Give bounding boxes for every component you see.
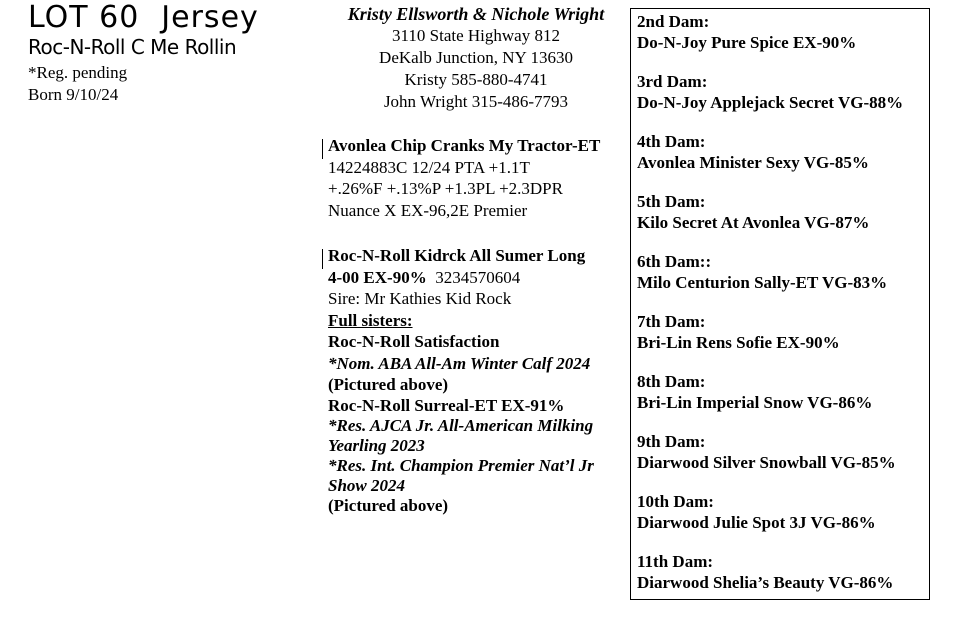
sire-marker-line	[322, 139, 323, 159]
dam-entry-name: Bri-Lin Rens Sofie EX-90%	[637, 333, 840, 352]
dam-entry-7	[637, 311, 840, 353]
lot-breed: Jersey	[161, 0, 259, 35]
sister-name: Roc-N-Roll Surreal-ET EX-91%	[328, 395, 565, 415]
sire-block	[328, 135, 600, 221]
animal-name: Roc-N-Roll C Me Rollin	[28, 35, 237, 59]
dam-entry-name: Bri-Lin Imperial Snow VG-86%	[637, 393, 873, 412]
dam-label: 11th Dam:	[637, 552, 714, 571]
dam-entry-2	[637, 11, 856, 53]
dam-classification: 4-00 EX-90%	[328, 267, 427, 287]
dam-entry-3	[637, 71, 903, 113]
dam-entry-name: Diarwood Silver Snowball VG-85%	[637, 453, 896, 472]
dam-block	[328, 245, 594, 516]
sister-note: Show 2024	[328, 476, 405, 495]
dam-label: 9th Dam:	[637, 432, 706, 451]
registration-status: *Reg. pending	[28, 63, 128, 82]
dam-entry-9	[637, 431, 896, 473]
dam-label: 10th Dam:	[637, 492, 714, 511]
sister-note: *Nom. ABA All-Am Winter Calf 2024	[328, 353, 591, 373]
sister-note: *Res. AJCA Jr. All-American Milking	[328, 416, 594, 435]
dam-entry-4	[637, 131, 869, 173]
birth-date: Born 9/10/24	[28, 85, 119, 104]
dam-entry-name: Avonlea Minister Sexy VG-85%	[637, 153, 869, 172]
dam-entry-name: Kilo Secret At Avonlea VG-87%	[637, 213, 870, 232]
dam-label: 3rd Dam:	[637, 72, 708, 91]
lot-number: LOT 60	[28, 0, 140, 35]
sister-name: Roc-N-Roll Satisfaction	[328, 332, 500, 351]
sire-pedigree: Nuance X EX-96,2E Premier	[328, 200, 528, 220]
dam-pedigree-box	[630, 8, 930, 600]
consignor-address-line1: 3110 State Highway 812	[392, 26, 560, 45]
full-sisters-heading: Full sisters:	[328, 310, 413, 330]
dam-label: 7th Dam:	[637, 312, 706, 331]
dam-entry-name: Do-N-Joy Applejack Secret VG-88%	[637, 93, 904, 112]
sister-pictured: (Pictured above)	[328, 375, 449, 394]
dam-entry-name: Diarwood Shelia’s Beauty VG-86%	[637, 573, 894, 592]
dam-entry-name: Milo Centurion Sally-ET VG-83%	[637, 273, 888, 292]
dam-entry-8	[637, 371, 872, 413]
dam-entry-10	[637, 491, 876, 533]
dam-entry-5	[637, 191, 869, 233]
dam-label: 4th Dam:	[637, 132, 706, 151]
sister-note: *Res. Int. Champion Premier Nat’l Jr	[328, 456, 594, 475]
consignor-names: Kristy Ellsworth & Nichole Wright	[347, 4, 605, 24]
dam-label: 8th Dam:	[637, 372, 706, 391]
consignor-phone-john: John Wright 315-486-7793	[383, 92, 569, 111]
sire-reg-pta: 14224883C 12/24 PTA +1.1T	[328, 157, 530, 177]
sister-pictured: (Pictured above)	[328, 496, 449, 515]
dam-label: 6th Dam::	[637, 252, 712, 271]
dam-reg-number: 3234570604	[435, 267, 521, 287]
sire-pta-components: +.26%F +.13%P +1.3PL +2.3DPR	[328, 179, 563, 198]
dam-label: 2nd Dam:	[637, 12, 710, 31]
dam-name: Roc-N-Roll Kidrck All Sumer Long	[328, 246, 586, 265]
lot-title	[28, 0, 259, 35]
consignor-info	[320, 3, 632, 113]
dam-label: 5th Dam:	[637, 192, 706, 211]
sire-name: Avonlea Chip Cranks My Tractor-ET	[328, 136, 601, 155]
consignor-address-line2: DeKalb Junction, NY 13630	[379, 48, 573, 67]
dam-entry-6	[637, 251, 887, 293]
dam-sire: Sire: Mr Kathies Kid Rock	[328, 289, 512, 308]
dam-entry-name: Diarwood Julie Spot 3J VG-86%	[637, 513, 876, 532]
dam-marker-line	[322, 249, 323, 269]
sister-note: Yearling 2023	[328, 436, 425, 455]
consignor-phone-kristy: Kristy 585-880-4741	[404, 70, 548, 89]
dam-entry-11	[637, 551, 893, 593]
dam-entry-name: Do-N-Joy Pure Spice EX-90%	[637, 33, 857, 52]
